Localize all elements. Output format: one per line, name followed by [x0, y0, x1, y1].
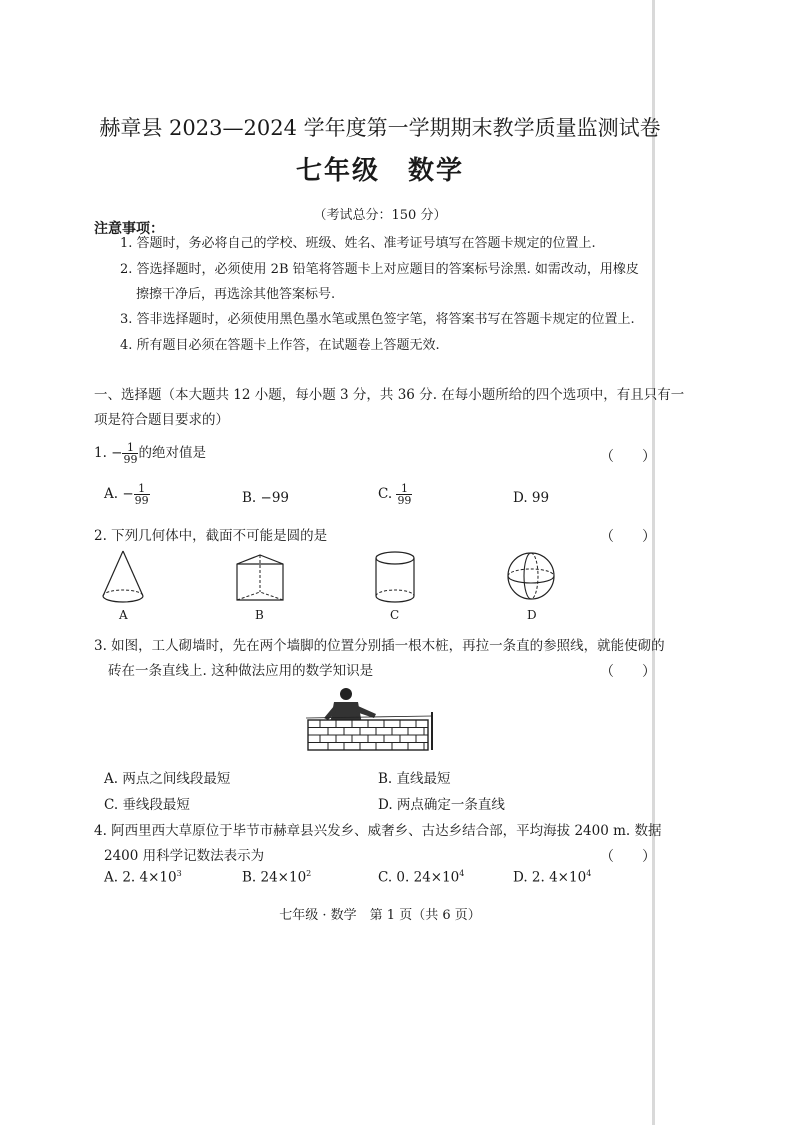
notice-item-1: 1. 答题时，务必将自己的学校、班级、姓名、准考证号填写在答题卡规定的位置上.: [120, 236, 596, 251]
q4-option-a: [104, 869, 182, 886]
q1-option-a-label: A. −: [104, 486, 134, 502]
q4-option-c-exp: 4: [459, 869, 465, 878]
q4-option-a-exp: 3: [176, 869, 182, 878]
exam-subtitle: 七年级 数学: [295, 156, 464, 186]
q3-option-b: B. 直线最短: [378, 771, 451, 787]
q1-option-c-num: 1: [396, 483, 412, 495]
q1-option-c: [378, 483, 412, 506]
q3-answer-paren: （ ）: [600, 664, 656, 680]
q4-option-a-base: A. 2. 4×10: [104, 869, 177, 886]
q2-label-b: B: [255, 608, 264, 622]
q1-option-b: B. −99: [242, 490, 289, 506]
question-2-stem: 2. 下列几何体中，截面不可能是圆的是: [94, 528, 328, 544]
question-1-stem: [94, 441, 206, 465]
q1-option-a-fraction: [134, 483, 150, 506]
q1-option-a-num: 1: [134, 483, 150, 495]
q4-option-d-base: D. 2. 4×10: [513, 869, 587, 886]
section1-intro: 一、选择题（本大题共 12 小题，每小题 3 分，共 36 分. 在每小题所给的四个选项中，有且只有一: [94, 387, 685, 403]
q2-label-a: A: [119, 608, 128, 622]
q4-option-b-base: B. 24×10: [242, 869, 307, 886]
q4-option-d: [513, 869, 591, 886]
q1-option-d: D. 99: [513, 490, 550, 506]
notice-item-4: 4. 所有题目必须在答题卡上作答，在试题卷上答题无效.: [120, 338, 440, 353]
bricklayer-illustration: [304, 684, 440, 754]
q1-prefix: 1. −: [94, 445, 123, 461]
q2-label-d: D: [527, 608, 537, 622]
prism-icon: [234, 552, 286, 604]
q1-option-c-fraction: [396, 483, 412, 506]
question-4-stem: 4. 阿西里西大草原位于毕节市赫章县兴发乡、威奢乡、古达乡结合部，平均海拔 2400 m. 数据: [94, 823, 662, 839]
q3-option-a: A. 两点之间线段最短: [104, 771, 231, 787]
total-score-note: （考试总分：150 分）: [313, 208, 447, 223]
q3-option-d: D. 两点确定一条直线: [378, 797, 505, 813]
sphere-icon: [505, 550, 557, 602]
notice-item-2-cont: 擦擦干净后，再选涂其他答案标号.: [136, 287, 336, 302]
q1-answer-paren: （ ）: [600, 449, 656, 465]
q2-answer-paren: （ ）: [600, 529, 656, 545]
page-footer: 七年级 · 数学 第 1 页（共 6 页）: [279, 908, 481, 923]
q1-suffix: 的绝对值是: [138, 445, 206, 461]
cone-icon: [100, 548, 146, 606]
q1-option-a-den: 99: [134, 494, 149, 507]
q1-option-a: [104, 483, 150, 506]
q4-answer-paren: （ ）: [600, 849, 656, 865]
question-3-stem: 3. 如图，工人砌墙时，先在两个墙脚的位置分别插一根木桩，再拉一条直的参照线，就能使砌的: [94, 638, 665, 654]
question-3-stem-cont: 砖在一条直线上. 这种做法应用的数学知识是: [108, 663, 374, 679]
q1-frac-den: 99: [123, 453, 138, 466]
q4-option-b-exp: 2: [306, 869, 312, 878]
q4-option-b: [242, 869, 311, 886]
section1-intro-cont: 项是符合题目要求的）: [94, 412, 229, 428]
q3-option-c: C. 垂线段最短: [104, 797, 190, 813]
q4-option-c-base: C. 0. 24×10: [378, 869, 460, 886]
q2-label-c: C: [390, 608, 400, 622]
q1-fraction: [122, 442, 138, 465]
notice-item-3: 3. 答非选择题时，必须使用黑色墨水笔或黑色签字笔，将答案书写在答题卡规定的位置上.: [120, 312, 635, 327]
cylinder-icon: [373, 550, 417, 606]
q1-option-c-label: C.: [378, 486, 397, 502]
notice-heading: 注意事项：: [94, 221, 164, 237]
q4-option-c: [378, 869, 464, 886]
question-4-stem-cont: 2400 用科学记数法表示为: [104, 848, 265, 864]
q4-option-d-exp: 4: [586, 869, 592, 878]
q1-frac-num: 1: [122, 442, 138, 454]
notice-item-2: 2. 答选择题时，必须使用 2B 铅笔将答题卡上对应题目的答案标号涂黑. 如需改动，用橡皮: [120, 262, 639, 277]
exam-title: 赫章县 2023—2024 学年度第一学期期末教学质量监测试卷: [99, 116, 661, 140]
q1-option-c-den: 99: [397, 494, 412, 507]
